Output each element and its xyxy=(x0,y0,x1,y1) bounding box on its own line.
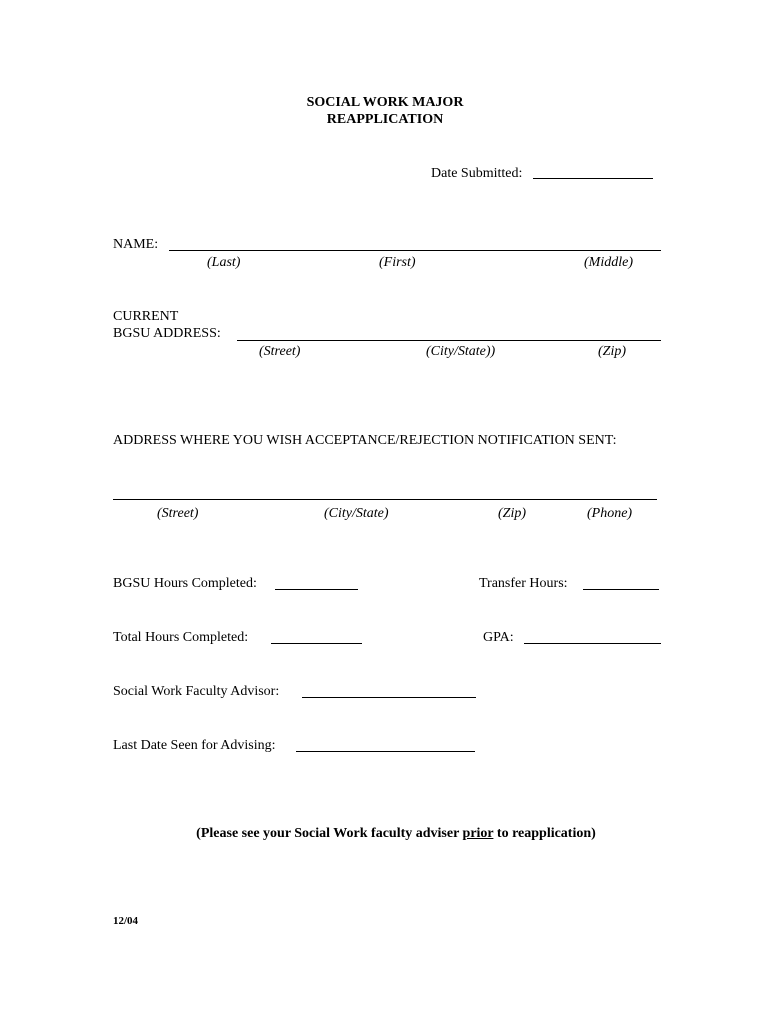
form-title-line-2: REAPPLICATION xyxy=(326,112,444,127)
advisor-label: Social Work Faculty Advisor: xyxy=(113,684,280,699)
last-seen-field[interactable] xyxy=(296,751,475,752)
total-hours-field[interactable] xyxy=(271,643,362,644)
note-text-emphasis: prior xyxy=(462,826,494,841)
gpa-field[interactable] xyxy=(524,643,661,644)
name-field[interactable] xyxy=(169,250,661,251)
notification-sub-zip: (Zip) xyxy=(498,506,526,521)
date-submitted-label: Date Submitted: xyxy=(431,166,523,181)
form-title-line-1: SOCIAL WORK MAJOR xyxy=(306,95,464,110)
notification-sub-phone: (Phone) xyxy=(587,506,633,521)
current-address-label-line-1: CURRENT xyxy=(113,309,179,324)
current-address-sub-city-state: (City/State)) xyxy=(426,344,496,359)
reapplication-note xyxy=(0,827,770,841)
bgsu-hours-label: BGSU Hours Completed: xyxy=(113,576,257,591)
name-label: NAME: xyxy=(113,237,159,252)
name-sub-first: (First) xyxy=(379,255,416,270)
total-hours-label: Total Hours Completed: xyxy=(113,630,249,645)
current-address-sub-zip: (Zip) xyxy=(598,344,626,359)
transfer-hours-field[interactable] xyxy=(583,589,659,590)
advisor-field[interactable] xyxy=(302,697,476,698)
bgsu-hours-field[interactable] xyxy=(275,589,358,590)
note-text-before: (Please see your Social Work faculty adviser xyxy=(196,826,463,841)
note-text-after: to reapplication) xyxy=(493,826,596,841)
current-address-sub-street: (Street) xyxy=(259,344,301,359)
notification-address-label: ADDRESS WHERE YOU WISH ACCEPTANCE/REJECTION NOTIFICATION SENT: xyxy=(113,433,617,448)
transfer-hours-label: Transfer Hours: xyxy=(479,576,568,591)
date-submitted-field[interactable] xyxy=(533,178,653,179)
current-address-field[interactable] xyxy=(237,340,661,341)
current-address-label-line-2: BGSU ADDRESS: xyxy=(113,326,221,341)
last-seen-label: Last Date Seen for Advising: xyxy=(113,738,276,753)
notification-address-field[interactable] xyxy=(113,499,657,500)
notification-sub-city-state: (City/State) xyxy=(324,506,389,521)
form-date-code: 12/04 xyxy=(113,915,139,927)
name-sub-middle: (Middle) xyxy=(584,255,633,270)
gpa-label: GPA: xyxy=(483,630,514,645)
name-sub-last: (Last) xyxy=(207,255,241,270)
notification-sub-street: (Street) xyxy=(157,506,199,521)
